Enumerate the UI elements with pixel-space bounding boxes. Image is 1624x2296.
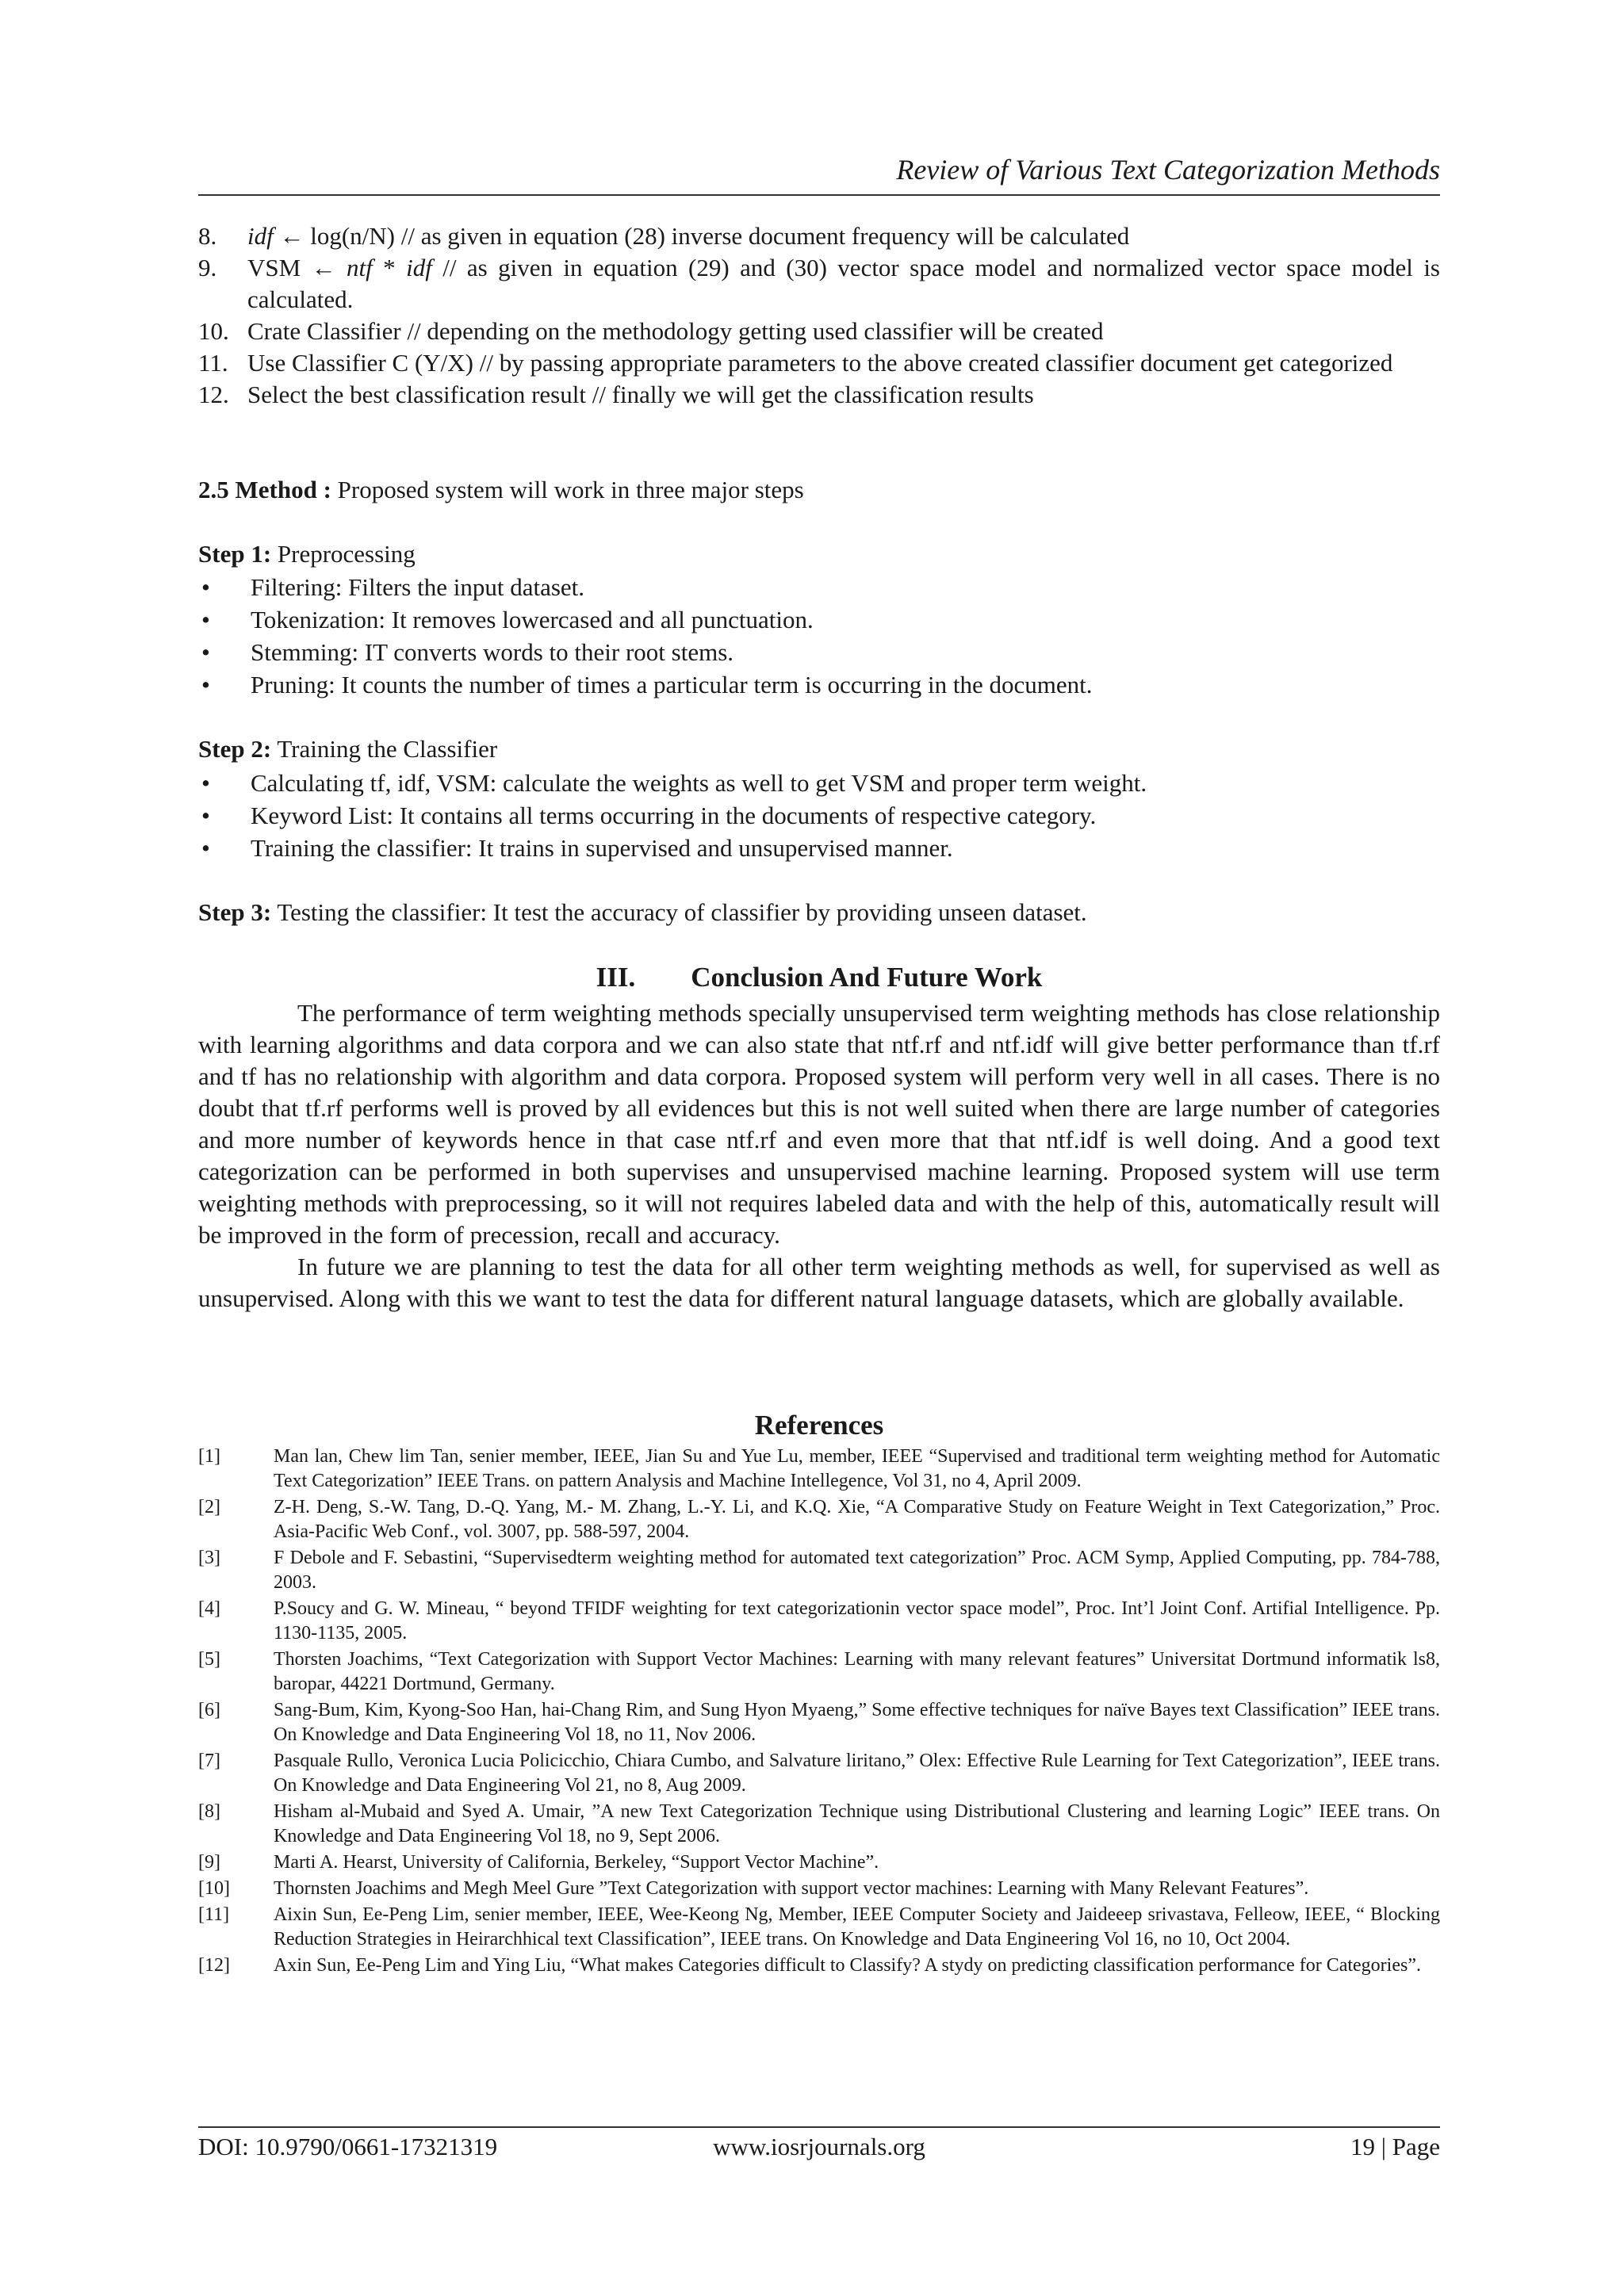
step-text: Use Classifier C (Y/X) // by passing appropriate parameters to the above created classifier document get categorized [247,349,1393,377]
step-emphasis: ntf [347,254,373,281]
step3-text: Testing the classifier: It test the accuracy of classifier by providing unseen dataset. [271,898,1087,926]
reference-number: [11] [198,1904,230,1925]
references-heading: References [754,1410,884,1441]
reference-item [198,1445,1440,1494]
bullet-text: Training the classifier: It trains in supervised and unsupervised manner. [251,834,953,862]
bullet-text: Pruning: It counts the number of times a particular term is occurring in the document. [251,671,1093,698]
bullet-item [198,799,1440,832]
reference-number: [12] [198,1955,230,1976]
step-text: ← log(n/N) // as given in equation (28) inverse document frequency will be calculated [273,222,1130,250]
reference-number: [9] [198,1852,220,1873]
footer-page-number: 19 | Page [1350,2133,1440,2160]
bullet-item [198,767,1440,799]
footer-url[interactable]: www.iosrjournals.org [713,2133,925,2160]
step3-paragraph [198,897,1440,928]
step1-title: Preprocessing [271,540,416,568]
bullet-item [198,832,1440,864]
step-number: 10. [198,317,229,345]
reference-number: [8] [198,1801,220,1822]
reference-text: Axin Sun, Ee-Peng Lim and Ying Liu, “What makes Categories difficult to Classify? A stydy on predicting classification performance for Categories”. [274,1955,1421,1976]
reference-text: Aixin Sun, Ee-Peng Lim, senier member, IEEE, Wee-Keong Ng, Member, IEEE Computer Society and Jaideeep srivastava, Felleow, IEEE, “ Blocking Reduction Strategies in Heirarchhical text Classification”, IEEE trans. On Knowledge and Data Engineering Vol 16, no 10, Oct 2004. [274,1904,1440,1950]
step-text: Crate Classifier // depending on the methodology getting used classifier will be created [247,317,1104,345]
bullet-icon: • [201,769,210,797]
section-title: Conclusion And Future Work [691,962,1043,993]
reference-text: Man lan, Chew lim Tan, senier member, IEEE, Jian Su and Yue Lu, member, IEEE “Supervised and traditional term weighting method for Automatic Text Categorization” IEEE Trans. on pattern Analysis and Machine Intellegence, Vol 31, no 4, April 2009. [274,1446,1440,1491]
method-label: 2.5 Method : [198,476,331,503]
footer-doi: DOI: 10.9790/0661-17321319 [198,2133,498,2160]
bullet-text: Filtering: Filters the input dataset. [251,573,585,601]
reference-item [198,1495,1440,1544]
step-text: // as given in equation (29) and (30) vector space model and normalized vector space model is calculated. [247,254,1440,313]
section-heading [198,960,1440,995]
bullet-icon: • [201,573,210,601]
step-emphasis: idf [406,254,432,281]
step2-heading [198,733,1440,765]
reference-number: [5] [198,1649,220,1670]
method-text: Proposed system will work in three major steps [331,476,804,503]
conclusion-paragraph: In future we are planning to test the data for all other term weighting methods as well, for supervised as well as unsupervised. Along with this we want to test the data for different natural language datasets, which are globally available. [198,1253,1440,1312]
reference-number: [2] [198,1497,220,1517]
bullet-item [198,603,1440,636]
bullet-item [198,636,1440,668]
reference-text: F Debole and F. Sebastini, “Supervisedterm weighting method for automated text categorization” Proc. ACM Symp, Applied Computing, pp. 784-788, 2003. [274,1548,1440,1593]
bullet-text: Stemming: IT converts words to their root stems. [251,638,734,666]
bullet-icon: • [201,834,210,862]
reference-item [198,1850,1440,1875]
bullet-icon: • [201,671,210,698]
section-number: III. [596,962,636,993]
step2-bullets [198,767,1440,864]
reference-number: [10] [198,1878,230,1899]
step3-label: Step 3: [198,898,272,926]
algorithm-step [198,347,1440,379]
conclusion-paragraph: The performance of term weighting methods specially unsupervised term weighting methods has close relationship with learning algorithms and data corpora and we can also state that ntf.rf and ntf.idf will give better performance than tf.rf and tf has no relationship with algorithm and data corpora. Proposed system will perform very well in all cases. There is no doubt that tf.rf performs well is proved by all evidences but this is not well suited when there are large number of categories and more number of keywords hence in that case ntf.rf and even more that that ntf.idf is well doing. And a good text categorization can be performed in both supervises and unsupervised machine learning. Proposed system will use term weighting methods with preprocessing, so it will not requires labeled data and with the help of this, automatically result will be improved in the form of precession, recall and accuracy. [198,999,1440,1249]
reference-text: Thornsten Joachims and Megh Meel Gure ”Text Categorization with support vector machines: Learning with Many Relevant Features”. [274,1878,1309,1899]
bullet-icon: • [201,606,210,633]
reference-number: [7] [198,1751,220,1771]
reference-text: Marti A. Hearst, University of California, Berkeley, “Support Vector Machine”. [274,1852,879,1873]
reference-item [198,1597,1440,1646]
bullet-icon: • [201,638,210,666]
reference-number: [3] [198,1548,220,1568]
step-number: 9. [198,254,217,281]
algorithm-step [198,316,1440,347]
step1-label: Step 1: [198,540,272,568]
reference-item [198,1749,1440,1798]
reference-number: [4] [198,1598,220,1619]
step1-bullets [198,571,1440,701]
algorithm-step [198,252,1440,316]
reference-text: Hisham al-Mubaid and Syed A. Umair, ”A new Text Categorization Technique using Distributional Clustering and learning Logic” IEEE trans. On Knowledge and Data Engineering Vol 18, no 9, Sept 2006. [274,1801,1440,1846]
reference-text: Z-H. Deng, S.-W. Tang, D.-Q. Yang, M.- M. Zhang, L.-Y. Li, and K.Q. Xie, “A Comparative Study on Feature Weight in Text Categorization,” Proc. Asia-Pacific Web Conf., vol. 3007, pp. 588-597, 2004. [274,1497,1440,1542]
reference-number: [1] [198,1446,220,1467]
step-number: 8. [198,222,217,250]
bullet-item [198,571,1440,603]
bullet-icon: • [201,802,210,829]
reference-text: Thorsten Joachims, “Text Categorization with Support Vector Machines: Learning with many relevant features” Universitat Dortmund informatik ls8, baropar, 44221 Dortmund, Germany. [274,1649,1440,1694]
step-number: 11. [198,349,228,377]
reference-text: Pasquale Rullo, Veronica Lucia Policicchio, Chiara Cumbo, and Salvature liritano,” Olex: Effective Rule Learning for Text Categorization”, IEEE trans. On Knowledge and Data Engineering Vol 21, no 8, Aug 2009. [274,1751,1440,1796]
step2-label: Step 2: [198,735,272,763]
reference-text: Sang-Bum, Kim, Kyong-Soo Han, hai-Chang Rim, and Sung Hyon Myaeng,” Some effective techniques for naïve Bayes text Classification” IEEE trans. On Knowledge and Data Engineering Vol 18, no 11, Nov 2006. [274,1700,1440,1745]
step-number: 12. [198,381,229,408]
reference-item [198,1954,1440,1978]
step1-heading [198,538,1440,570]
reference-item [198,1698,1440,1747]
reference-item [198,1903,1440,1952]
algorithm-step [198,379,1440,411]
running-header-title: Review of Various Text Categorization Methods [896,154,1440,186]
step2-title: Training the Classifier [271,735,498,763]
reference-item [198,1546,1440,1595]
step-emphasis: idf [247,222,274,250]
reference-item [198,1647,1440,1697]
bullet-item [198,668,1440,701]
references-list [198,1445,1440,1980]
bullet-text: Keyword List: It contains all terms occurring in the documents of respective category. [251,802,1097,829]
reference-text: P.Soucy and G. W. Mineau, “ beyond TFIDF weighting for text categorizationin vector space model”, Proc. Int’l Joint Conf. Artifial Intelligence. Pp. 1130-1135, 2005. [274,1598,1440,1644]
bullet-text: Tokenization: It removes lowercased and all punctuation. [251,606,814,633]
conclusion-body [198,997,1440,1314]
step-text: VSM ← [247,254,347,281]
algorithm-steps [198,220,1440,411]
method-paragraph [198,474,1440,506]
header-rule [198,194,1440,196]
reference-item [198,1877,1440,1901]
step-text: Select the best classification result // finally we will get the classification results [247,381,1034,408]
step-text: * [372,254,407,281]
footer-rule [198,2126,1440,2128]
algorithm-step [198,220,1440,252]
reference-number: [6] [198,1700,220,1720]
reference-item [198,1800,1440,1849]
bullet-text: Calculating tf, idf, VSM: calculate the weights as well to get VSM and proper term weight. [251,769,1147,797]
